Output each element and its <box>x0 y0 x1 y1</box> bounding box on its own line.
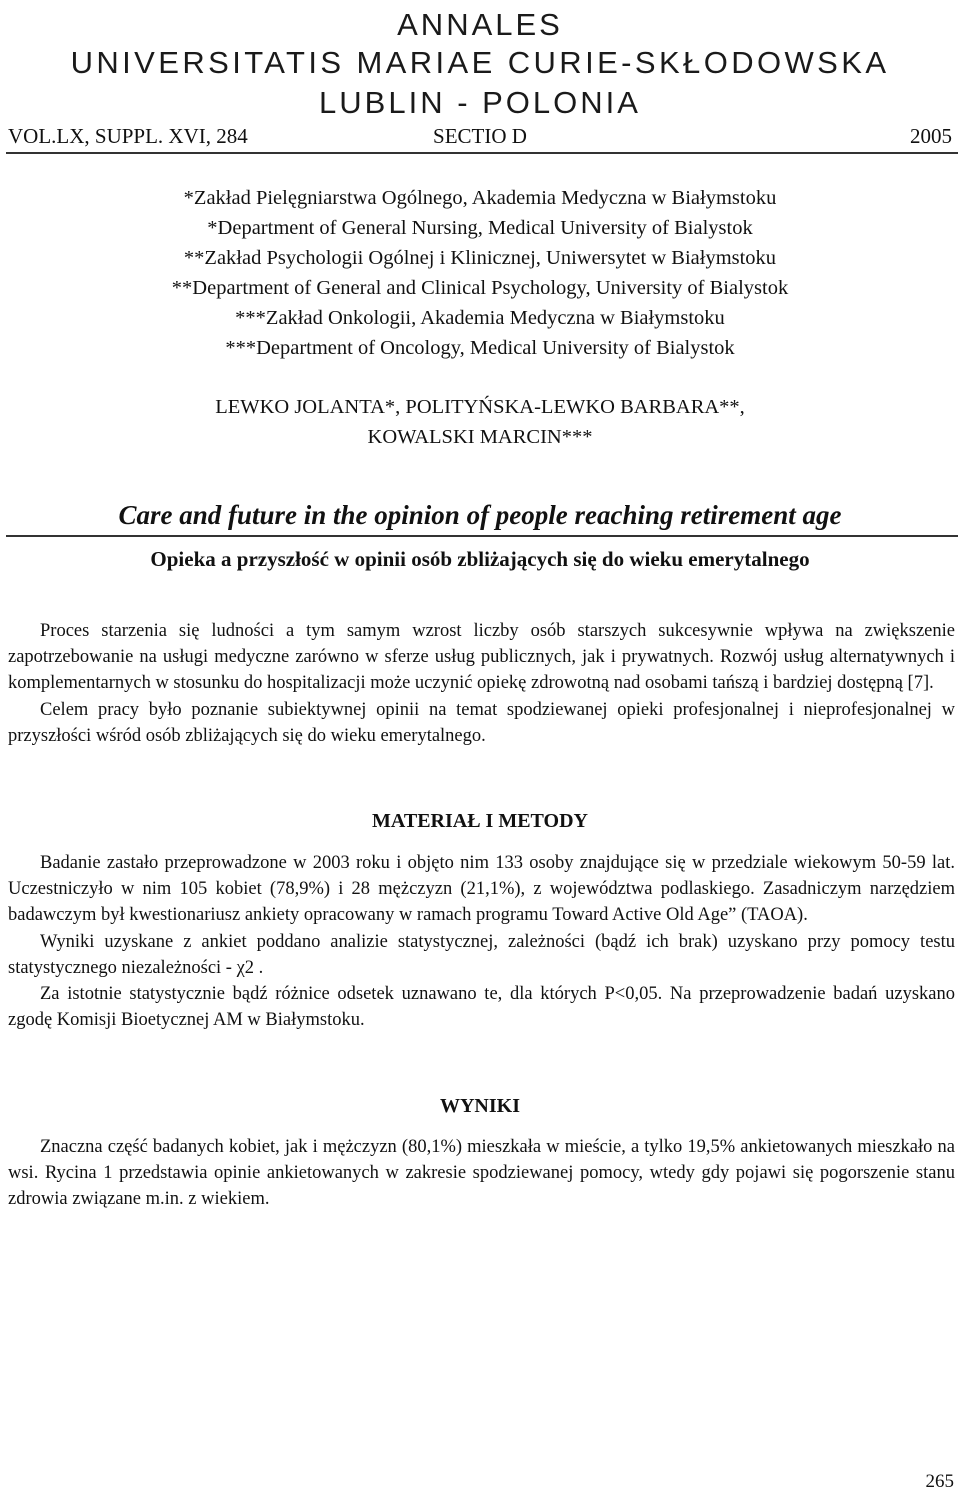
title-polish: Opieka a przyszłość w opinii osób zbliżających się do wieku emerytalnego <box>150 547 810 571</box>
paragraph: Celem pracy było poznanie subiektywnej opinii na temat spodziewanej opieki profesjonalnej i nieprofesjonalnej w przyszłości wśród osób zbliżających się do wieku emerytalnego. <box>8 699 955 746</box>
volume-info-row <box>8 121 952 151</box>
header-divider <box>6 152 958 154</box>
volume-label: VOL.LX, SUPPL. XVI, 284 <box>8 124 248 148</box>
authors-line: LEWKO JOLANTA*, POLITYŃSKA-LEWKO BARBARA**, <box>215 396 745 418</box>
section-heading-results: WYNIKI <box>439 1095 520 1117</box>
methods-section <box>8 850 955 1033</box>
page-number: 265 <box>925 1471 954 1492</box>
journal-name-line3: LUBLIN - POLONIA <box>319 85 641 120</box>
paragraph: Wyniki uzyskane z ankiet poddano analizie statystycznej, zależności (bądź ich brak) uzyskano przy pomocy testu statystycznego niezależności - χ2 . <box>8 931 955 978</box>
introduction <box>8 618 955 749</box>
affiliation-line: ***Department of Oncology, Medical University of Bialystok <box>225 337 735 359</box>
affiliation-line: *Zakład Pielęgniarstwa Ogólnego, Akademia Medyczna w Białymstoku <box>183 187 777 209</box>
results-section <box>8 1134 955 1213</box>
title-english: Care and future in the opinion of people reaching retirement age <box>118 500 842 530</box>
affiliations <box>0 183 960 363</box>
affiliation-line: **Department of General and Clinical Psychology, University of Bialystok <box>171 277 789 299</box>
paragraph: Proces starzenia się ludności a tym samym wzrost liczby osób starszych sukcesywnie wpływa na zwiększenie zapotrzebowanie na usługi medyczne zarówno w sferze usług publicznych, jak i prywatnych. Rozwój usług alternatywnych i komplementarnych w stosunku do hospitalizacji może uczynić opiekę zdrowotną nad osobami tańszą i bardziej dostępną [7]. <box>8 621 955 694</box>
section-label: SECTIO D <box>433 124 527 148</box>
authors-line: KOWALSKI MARCIN*** <box>367 426 593 448</box>
paragraph: Badanie zastało przeprowadzone w 2003 roku i objęto nim 133 osoby znajdujące się w przedziale wiekowym 50-59 lat. Uczestniczyło w nim 105 kobiet (78,9%) i 28 mężczyzn (21,1%), z województwa podlaskiego. Zasadniczym narzędziem badawczym był kwestionariusz ankiety opracowany w ramach programu Toward Active Old Age” (TAOA). <box>8 853 955 926</box>
title-divider <box>6 535 958 537</box>
affiliation-line: *Department of General Nursing, Medical University of Bialystok <box>207 217 753 239</box>
journal-name-line1: ANNALES <box>397 7 563 42</box>
paragraph: Za istotnie statystycznie bądź różnice odsetek uznawano te, dla których P<0,05. Na przeprowadzenie badań uzyskano zgodę Komisji Bioetycznej AM w Białymstoku. <box>8 984 955 1031</box>
affiliation-line: **Zakład Psychologii Ogólnej i Klinicznej, Uniwersytet w Białymstoku <box>183 247 777 269</box>
section-heading-methods: MATERIAŁ I METODY <box>372 810 588 832</box>
year-label: 2005 <box>910 124 952 148</box>
journal-name-line2: UNIVERSITATIS MARIAE CURIE-SKŁODOWSKA <box>70 45 890 80</box>
paragraph: Znaczna część badanych kobiet, jak i mężczyzn (80,1%) mieszkała w mieście, a tylko 19,5% ankietowanych mieszkało na wsi. Rycina 1 przedstawia opinie ankietowanych w zakresie spodziewanej pomocy, wtedy gdy pojawi się pogorszenie stanu zdrowia związane m.in. z wiekiem. <box>8 1137 955 1210</box>
affiliation-line: ***Zakład Onkologii, Akademia Medyczna w Białymstoku <box>235 307 725 329</box>
authors <box>0 392 960 452</box>
